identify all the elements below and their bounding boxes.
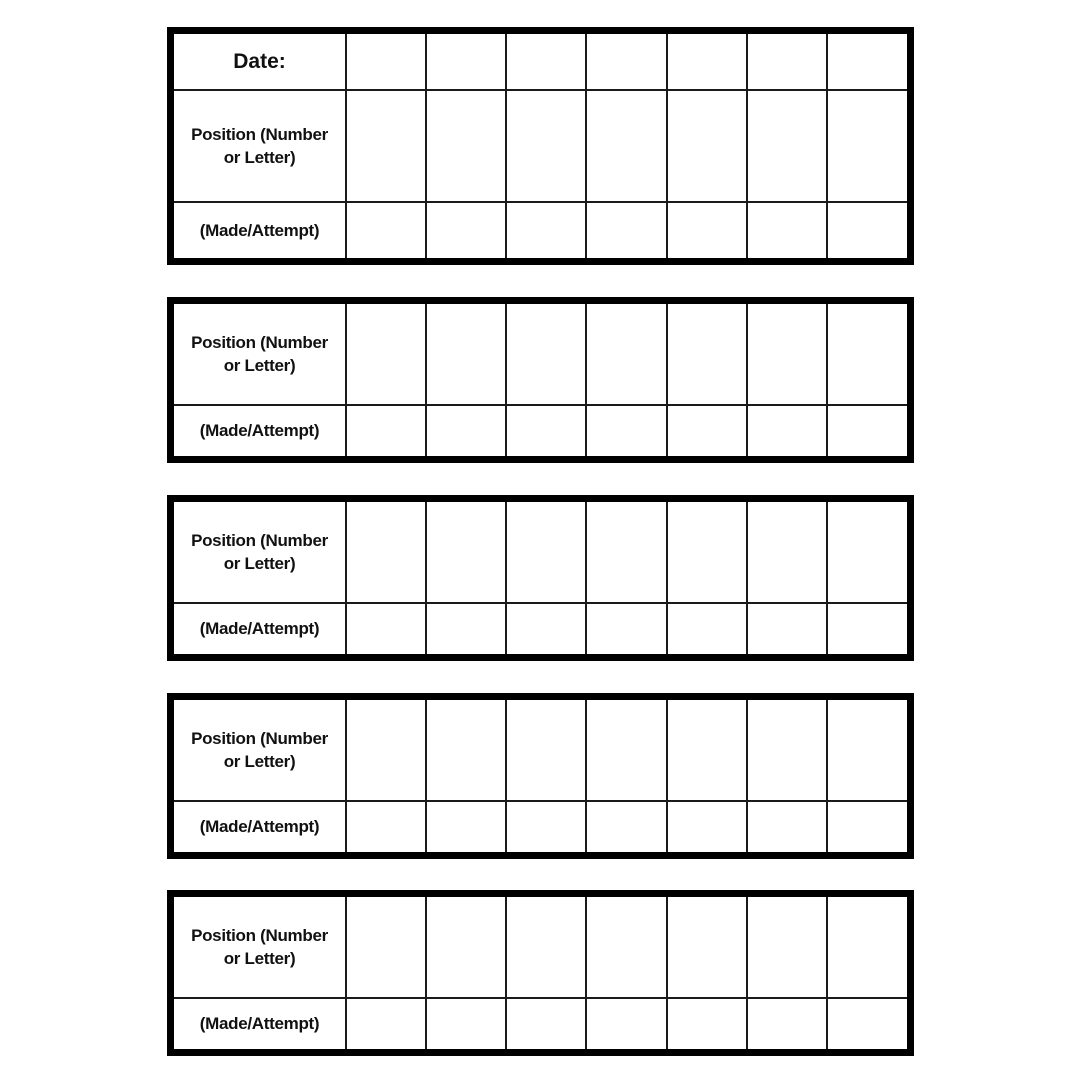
shot-chart-table-5 — [167, 890, 914, 1056]
position-cell[interactable] — [747, 700, 827, 801]
position-cell[interactable] — [346, 304, 426, 405]
position-cell[interactable] — [586, 90, 666, 202]
position-cell[interactable] — [346, 502, 426, 603]
position-cell[interactable] — [586, 897, 666, 998]
position-row — [174, 90, 907, 202]
made-attempt-cell[interactable] — [346, 405, 426, 456]
made-attempt-label: (Made/Attempt) — [174, 801, 346, 852]
made-attempt-cell[interactable] — [747, 998, 827, 1049]
made-attempt-cell[interactable] — [426, 202, 506, 258]
position-cell[interactable] — [586, 502, 666, 603]
made-attempt-cell[interactable] — [747, 202, 827, 258]
position-cell[interactable] — [426, 502, 506, 603]
position-row — [174, 502, 907, 603]
position-row — [174, 897, 907, 998]
position-cell[interactable] — [747, 897, 827, 998]
position-label: Position (Number or Letter) — [174, 700, 346, 801]
position-row — [174, 700, 907, 801]
position-cell[interactable] — [426, 700, 506, 801]
made-attempt-row — [174, 603, 907, 654]
position-cell[interactable] — [667, 90, 747, 202]
made-attempt-cell[interactable] — [506, 801, 586, 852]
position-cell[interactable] — [667, 502, 747, 603]
position-label: Position (Number or Letter) — [174, 304, 346, 405]
position-cell[interactable] — [667, 897, 747, 998]
made-attempt-cell[interactable] — [827, 998, 907, 1049]
made-attempt-cell[interactable] — [667, 801, 747, 852]
position-cell[interactable] — [346, 90, 426, 202]
made-attempt-cell[interactable] — [346, 202, 426, 258]
made-attempt-cell[interactable] — [827, 603, 907, 654]
made-attempt-cell[interactable] — [827, 801, 907, 852]
position-cell[interactable] — [426, 897, 506, 998]
made-attempt-cell[interactable] — [586, 801, 666, 852]
made-attempt-cell[interactable] — [426, 603, 506, 654]
made-attempt-row — [174, 405, 907, 456]
made-attempt-label: (Made/Attempt) — [174, 202, 346, 258]
made-attempt-row — [174, 801, 907, 852]
made-attempt-cell[interactable] — [667, 202, 747, 258]
made-attempt-cell[interactable] — [667, 998, 747, 1049]
made-attempt-cell[interactable] — [506, 998, 586, 1049]
date-row — [174, 34, 907, 90]
made-attempt-row — [174, 202, 907, 258]
date-cell[interactable] — [667, 34, 747, 90]
made-attempt-cell[interactable] — [506, 202, 586, 258]
made-attempt-cell[interactable] — [506, 603, 586, 654]
made-attempt-cell[interactable] — [747, 801, 827, 852]
made-attempt-label: (Made/Attempt) — [174, 998, 346, 1049]
made-attempt-cell[interactable] — [506, 405, 586, 456]
made-attempt-label: (Made/Attempt) — [174, 603, 346, 654]
made-attempt-cell[interactable] — [346, 603, 426, 654]
position-cell[interactable] — [506, 304, 586, 405]
made-attempt-cell[interactable] — [586, 202, 666, 258]
position-cell[interactable] — [506, 90, 586, 202]
made-attempt-cell[interactable] — [827, 405, 907, 456]
position-cell[interactable] — [827, 90, 907, 202]
position-cell[interactable] — [667, 304, 747, 405]
position-cell[interactable] — [827, 502, 907, 603]
made-attempt-cell[interactable] — [346, 801, 426, 852]
made-attempt-cell[interactable] — [586, 603, 666, 654]
position-cell[interactable] — [506, 502, 586, 603]
made-attempt-cell[interactable] — [426, 405, 506, 456]
position-row — [174, 304, 907, 405]
position-cell[interactable] — [586, 700, 666, 801]
made-attempt-cell[interactable] — [586, 998, 666, 1049]
position-cell[interactable] — [506, 700, 586, 801]
date-cell[interactable] — [506, 34, 586, 90]
position-cell[interactable] — [506, 897, 586, 998]
made-attempt-cell[interactable] — [747, 603, 827, 654]
made-attempt-row — [174, 998, 907, 1049]
date-cell[interactable] — [747, 34, 827, 90]
position-cell[interactable] — [426, 90, 506, 202]
position-cell[interactable] — [827, 700, 907, 801]
position-cell[interactable] — [827, 304, 907, 405]
position-cell[interactable] — [346, 700, 426, 801]
made-attempt-label: (Made/Attempt) — [174, 405, 346, 456]
position-cell[interactable] — [586, 304, 666, 405]
position-cell[interactable] — [827, 897, 907, 998]
position-cell[interactable] — [747, 502, 827, 603]
made-attempt-cell[interactable] — [667, 603, 747, 654]
shot-chart-table-1 — [167, 27, 914, 265]
made-attempt-cell[interactable] — [426, 998, 506, 1049]
made-attempt-cell[interactable] — [586, 405, 666, 456]
position-label: Position (Number or Letter) — [174, 502, 346, 603]
date-cell[interactable] — [586, 34, 666, 90]
made-attempt-cell[interactable] — [346, 998, 426, 1049]
shot-chart-table-2 — [167, 297, 914, 463]
made-attempt-cell[interactable] — [747, 405, 827, 456]
shot-chart-table-4 — [167, 693, 914, 859]
position-label: Position (Number or Letter) — [174, 90, 346, 202]
made-attempt-cell[interactable] — [426, 801, 506, 852]
date-cell[interactable] — [426, 34, 506, 90]
position-cell[interactable] — [667, 700, 747, 801]
position-label: Position (Number or Letter) — [174, 897, 346, 998]
date-cell[interactable] — [346, 34, 426, 90]
made-attempt-cell[interactable] — [667, 405, 747, 456]
position-cell[interactable] — [747, 304, 827, 405]
position-cell[interactable] — [426, 304, 506, 405]
date-label: Date: — [174, 34, 346, 90]
shot-chart-table-3 — [167, 495, 914, 661]
position-cell[interactable] — [747, 90, 827, 202]
position-cell[interactable] — [346, 897, 426, 998]
made-attempt-cell[interactable] — [827, 202, 907, 258]
date-cell[interactable] — [827, 34, 907, 90]
